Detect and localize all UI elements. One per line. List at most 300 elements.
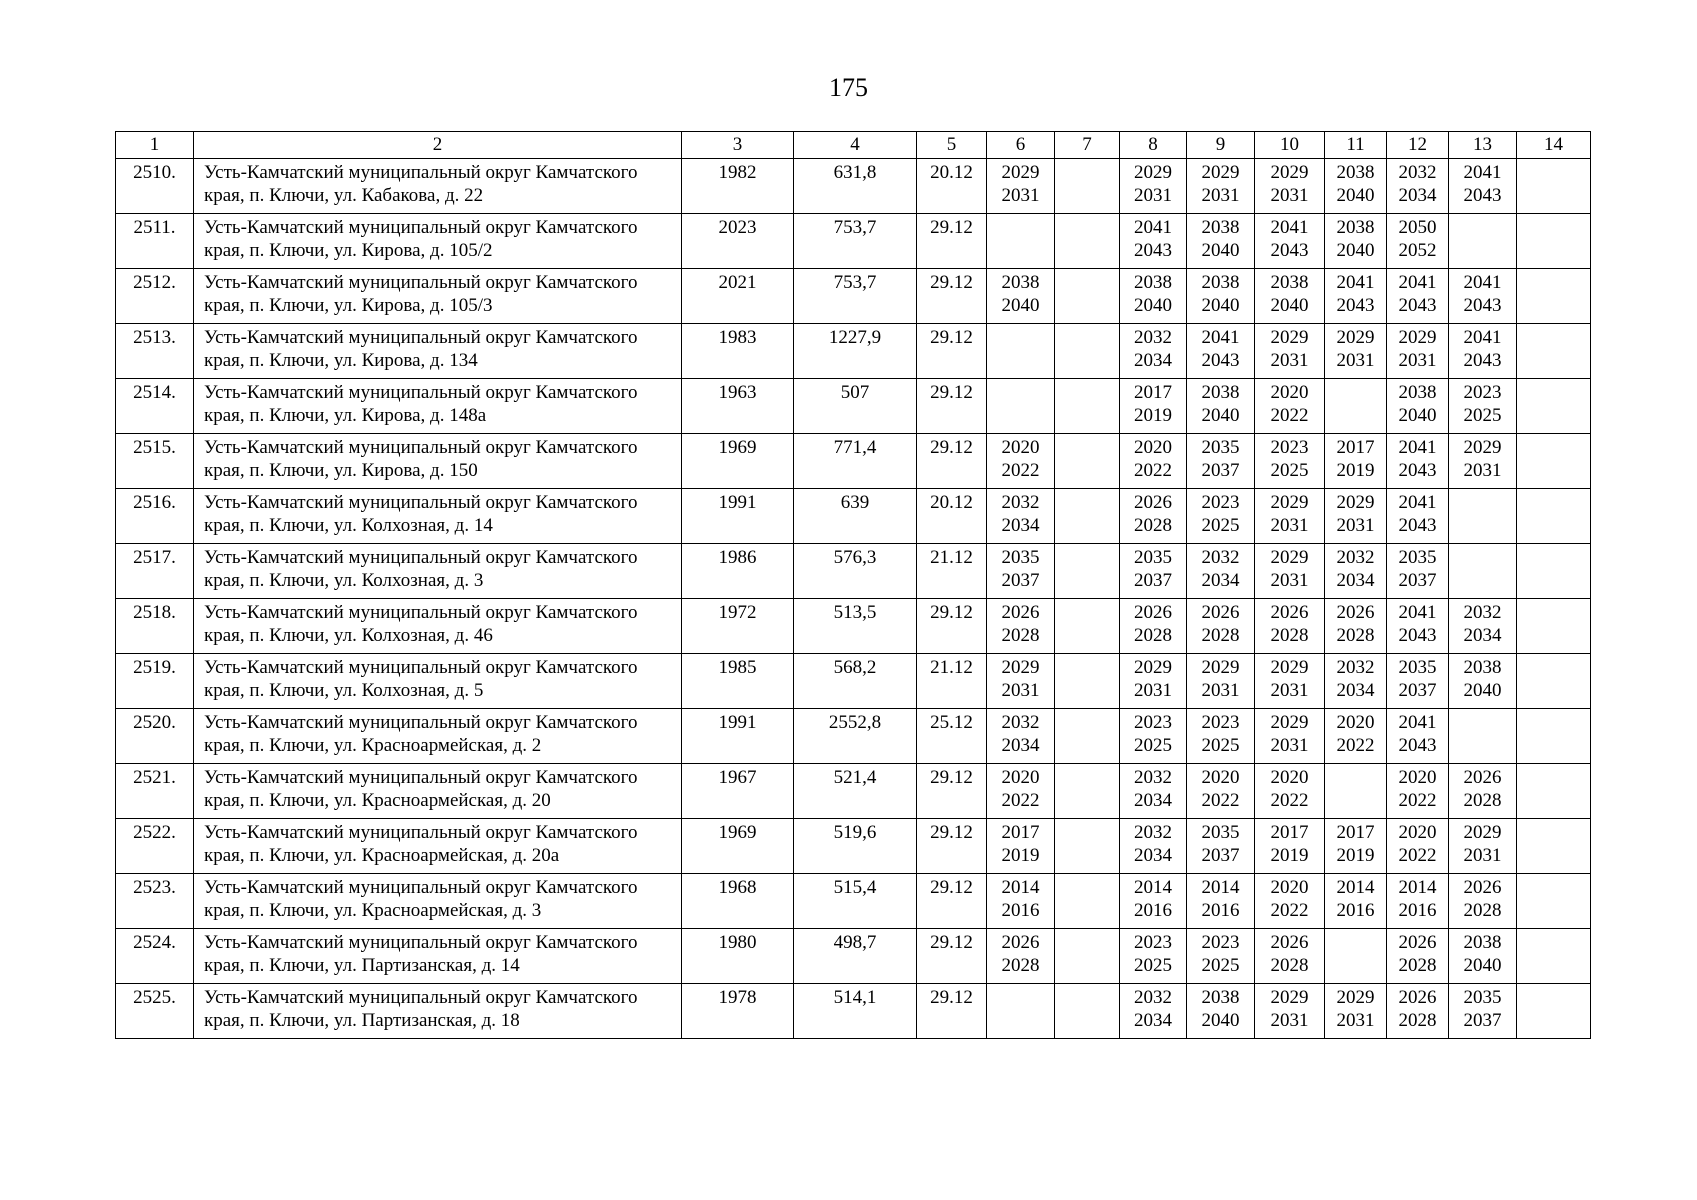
- period-cell-c12-line: 2016: [1398, 900, 1437, 921]
- period-cell-c12: [1387, 709, 1449, 764]
- period-cell-c12-line: 2029: [1398, 327, 1437, 348]
- area-cell: [794, 214, 917, 269]
- table-row: [116, 269, 1591, 324]
- period-cell-c8-line: 2026: [1134, 492, 1172, 513]
- period-cell-c10: [1255, 874, 1325, 929]
- address-cell: [194, 324, 682, 379]
- address-cell-line: края, п. Ключи, ул. Партизанская, д. 14: [204, 955, 520, 976]
- period-cell-c8-line: 2032: [1134, 767, 1172, 788]
- period-cell-c8: [1120, 214, 1187, 269]
- period-cell-c11: [1325, 434, 1387, 489]
- period-cell-c7: [1055, 874, 1120, 929]
- area-cell: [794, 764, 917, 819]
- table-row: [116, 434, 1591, 489]
- address-cell: [194, 819, 682, 874]
- period-cell-c8-line: 2031: [1134, 680, 1172, 701]
- period-cell-c14: [1517, 819, 1591, 874]
- period-cell-c6-line: 2022: [1001, 790, 1040, 811]
- period-cell-c10-line: 2023: [1270, 437, 1309, 458]
- row-number-cell: [116, 764, 194, 819]
- period-cell-c14: [1517, 489, 1591, 544]
- address-cell-line: Усть-Камчатский муниципальный округ Камчатского: [204, 712, 638, 733]
- column-header: 14: [1517, 132, 1591, 159]
- period-cell-c11: [1325, 764, 1387, 819]
- period-cell-c10: [1255, 764, 1325, 819]
- period-cell-c13: [1449, 599, 1517, 654]
- period-cell-c10-line: 2029: [1270, 547, 1309, 568]
- period-cell-c12-line: 2043: [1398, 295, 1437, 316]
- period-cell-c8-line: 2020: [1134, 437, 1172, 458]
- period-cell-c10-line: 2025: [1270, 460, 1309, 481]
- period-cell-c11-line: 2029: [1336, 492, 1375, 513]
- date-cell: [917, 269, 987, 324]
- period-cell-c12-line: 2028: [1398, 1010, 1437, 1031]
- period-cell-c14: [1517, 929, 1591, 984]
- period-cell-c11: [1325, 159, 1387, 214]
- table-row: [116, 544, 1591, 599]
- period-cell-c12-line: 2020: [1398, 822, 1437, 843]
- address-cell-line: Усть-Камчатский муниципальный округ Камчатского: [204, 492, 638, 513]
- period-cell-c10: [1255, 269, 1325, 324]
- area-cell-line: 753,7: [833, 217, 877, 238]
- period-cell-c14: [1517, 874, 1591, 929]
- period-cell-c12-line: 2041: [1398, 492, 1437, 513]
- address-cell-line: Усть-Камчатский муниципальный округ Камчатского: [204, 547, 638, 568]
- address-cell: [194, 654, 682, 709]
- period-cell-c9-line: 2041: [1201, 327, 1240, 348]
- period-cell-c12-line: 2041: [1398, 712, 1437, 733]
- year-built-cell: [682, 709, 794, 764]
- address-cell-line: Усть-Камчатский муниципальный округ Камчатского: [204, 767, 638, 788]
- period-cell-c6: [987, 434, 1055, 489]
- period-cell-c12: [1387, 764, 1449, 819]
- period-cell-c11-line: 2019: [1336, 460, 1375, 481]
- period-cell-c12: [1387, 324, 1449, 379]
- period-cell-c12-line: 2014: [1398, 877, 1437, 898]
- period-cell-c9-line: 2032: [1201, 547, 1240, 568]
- year-built-cell-line: 1991: [718, 712, 757, 733]
- period-cell-c9-line: 2040: [1201, 405, 1240, 426]
- period-cell-c7: [1055, 764, 1120, 819]
- area-cell-line: 507: [840, 382, 870, 403]
- period-cell-c12: [1387, 159, 1449, 214]
- period-cell-c6-line: 2026: [1001, 602, 1040, 623]
- period-cell-c10: [1255, 379, 1325, 434]
- date-cell-line: 20.12: [930, 492, 973, 513]
- period-cell-c12: [1387, 599, 1449, 654]
- row-number-cell: [116, 379, 194, 434]
- period-cell-c11-line: 2040: [1336, 185, 1375, 206]
- period-cell-c12: [1387, 929, 1449, 984]
- period-cell-c11-line: 2040: [1336, 240, 1375, 261]
- period-cell-c9-line: 2040: [1201, 240, 1240, 261]
- period-cell-c7: [1055, 709, 1120, 764]
- address-cell-line: Усть-Камчатский муниципальный округ Камчатского: [204, 272, 638, 293]
- row-number-cell: [116, 544, 194, 599]
- area-cell: [794, 654, 917, 709]
- row-number-cell-line: 2522.: [133, 822, 176, 843]
- period-cell-c8: [1120, 434, 1187, 489]
- address-cell-line: края, п. Ключи, ул. Красноармейская, д. 3: [204, 900, 542, 921]
- period-cell-c12-line: 2043: [1398, 625, 1437, 646]
- period-cell-c12-line: 2020: [1398, 767, 1437, 788]
- period-cell-c9-line: 2037: [1201, 460, 1240, 481]
- period-cell-c14: [1517, 434, 1591, 489]
- period-cell-c8-line: 2026: [1134, 602, 1172, 623]
- period-cell-c10-line: 2040: [1270, 295, 1309, 316]
- period-cell-c12: [1387, 544, 1449, 599]
- period-cell-c13-line: 2041: [1463, 327, 1502, 348]
- period-cell-c9-line: 2043: [1201, 350, 1240, 371]
- period-cell-c8-line: 2029: [1134, 657, 1172, 678]
- date-cell: [917, 599, 987, 654]
- period-cell-c12-line: 2028: [1398, 955, 1437, 976]
- period-cell-c6-line: 2029: [1001, 657, 1040, 678]
- date-cell-line: 21.12: [930, 657, 973, 678]
- year-built-cell: [682, 379, 794, 434]
- period-cell-c11-line: 2034: [1336, 570, 1375, 591]
- period-cell-c13: [1449, 489, 1517, 544]
- year-built-cell-line: 1985: [718, 657, 757, 678]
- row-number-cell-line: 2510.: [133, 162, 176, 183]
- area-cell: [794, 489, 917, 544]
- period-cell-c10-line: 2031: [1270, 570, 1309, 591]
- period-cell-c11: [1325, 984, 1387, 1039]
- period-cell-c7: [1055, 599, 1120, 654]
- period-cell-c9-line: 2022: [1201, 790, 1240, 811]
- period-cell-c11-line: 2032: [1336, 547, 1375, 568]
- period-cell-c9-line: 2020: [1201, 767, 1240, 788]
- period-cell-c10: [1255, 434, 1325, 489]
- period-cell-c12-line: 2043: [1398, 735, 1437, 756]
- period-cell-c8-line: 2028: [1134, 515, 1172, 536]
- period-cell-c11-line: 2014: [1336, 877, 1375, 898]
- period-cell-c12: [1387, 489, 1449, 544]
- address-cell-line: края, п. Ключи, ул. Кирова, д. 134: [204, 350, 478, 371]
- period-cell-c9: [1187, 764, 1255, 819]
- row-number-cell: [116, 929, 194, 984]
- period-cell-c10-line: 2029: [1270, 987, 1309, 1008]
- period-cell-c7: [1055, 984, 1120, 1039]
- period-cell-c6: [987, 654, 1055, 709]
- period-cell-c13: [1449, 379, 1517, 434]
- period-cell-c9: [1187, 159, 1255, 214]
- period-cell-c10-line: 2026: [1270, 602, 1309, 623]
- period-cell-c14: [1517, 984, 1591, 1039]
- period-cell-c13: [1449, 764, 1517, 819]
- period-cell-c13-line: 2038: [1463, 932, 1502, 953]
- period-cell-c6-line: 2017: [1001, 822, 1040, 843]
- year-built-cell: [682, 324, 794, 379]
- address-cell: [194, 709, 682, 764]
- period-cell-c12: [1387, 214, 1449, 269]
- period-cell-c12: [1387, 379, 1449, 434]
- period-cell-c11: [1325, 269, 1387, 324]
- period-cell-c6: [987, 159, 1055, 214]
- period-cell-c12-line: 2041: [1398, 602, 1437, 623]
- column-header: 10: [1255, 132, 1325, 159]
- date-cell-line: 29.12: [930, 217, 973, 238]
- row-number-cell: [116, 599, 194, 654]
- period-cell-c8: [1120, 379, 1187, 434]
- period-cell-c10-line: 2020: [1270, 767, 1309, 788]
- table-row: [116, 379, 1591, 434]
- period-cell-c6-line: 2019: [1001, 845, 1040, 866]
- period-cell-c13-line: 2041: [1463, 272, 1502, 293]
- period-cell-c10-line: 2038: [1270, 272, 1309, 293]
- period-cell-c6-line: 2026: [1001, 932, 1040, 953]
- period-cell-c9: [1187, 874, 1255, 929]
- period-cell-c11-line: 2026: [1336, 602, 1375, 623]
- period-cell-c10-line: 2017: [1270, 822, 1309, 843]
- column-header: 5: [917, 132, 987, 159]
- period-cell-c10: [1255, 654, 1325, 709]
- period-cell-c9-line: 2038: [1201, 272, 1240, 293]
- year-built-cell-line: 1982: [718, 162, 757, 183]
- row-number-cell-line: 2521.: [133, 767, 176, 788]
- period-cell-c9: [1187, 709, 1255, 764]
- date-cell: [917, 434, 987, 489]
- period-cell-c9-line: 2034: [1201, 570, 1240, 591]
- period-cell-c7: [1055, 489, 1120, 544]
- period-cell-c12-line: 2022: [1398, 790, 1437, 811]
- year-built-cell-line: 2023: [718, 217, 757, 238]
- period-cell-c9-line: 2037: [1201, 845, 1240, 866]
- date-cell: [917, 544, 987, 599]
- table-row: [116, 874, 1591, 929]
- period-cell-c13: [1449, 214, 1517, 269]
- period-cell-c12-line: 2037: [1398, 570, 1437, 591]
- address-cell: [194, 874, 682, 929]
- period-cell-c9-line: 2035: [1201, 822, 1240, 843]
- year-built-cell-line: 1978: [718, 987, 757, 1008]
- column-header: 1: [116, 132, 194, 159]
- period-cell-c11-line: 2038: [1336, 162, 1375, 183]
- period-cell-c13: [1449, 269, 1517, 324]
- period-cell-c6-line: 2034: [1001, 515, 1040, 536]
- period-cell-c12-line: 2040: [1398, 405, 1437, 426]
- date-cell-line: 29.12: [930, 767, 973, 788]
- period-cell-c10-line: 2043: [1270, 240, 1309, 261]
- period-cell-c9-line: 2038: [1201, 382, 1240, 403]
- date-cell-line: 29.12: [930, 602, 973, 623]
- date-cell: [917, 324, 987, 379]
- period-cell-c13-line: 2035: [1463, 987, 1502, 1008]
- area-cell-line: 2552,8: [828, 712, 882, 733]
- year-built-cell-line: 1969: [718, 437, 757, 458]
- registry-table: [115, 131, 1591, 1039]
- period-cell-c6-line: 2032: [1001, 712, 1040, 733]
- period-cell-c14: [1517, 764, 1591, 819]
- year-built-cell-line: 1986: [718, 547, 757, 568]
- period-cell-c10-line: 2031: [1270, 680, 1309, 701]
- period-cell-c13-line: 2040: [1463, 680, 1502, 701]
- period-cell-c10-line: 2031: [1270, 350, 1309, 371]
- year-built-cell-line: 1967: [718, 767, 757, 788]
- period-cell-c11-line: 2038: [1336, 217, 1375, 238]
- period-cell-c11-line: 2017: [1336, 822, 1375, 843]
- period-cell-c12-line: 2050: [1398, 217, 1437, 238]
- row-number-cell: [116, 709, 194, 764]
- period-cell-c9: [1187, 929, 1255, 984]
- period-cell-c10-line: 2031: [1270, 185, 1309, 206]
- period-cell-c11: [1325, 874, 1387, 929]
- period-cell-c8-line: 2023: [1134, 712, 1172, 733]
- period-cell-c9-line: 2025: [1201, 515, 1240, 536]
- period-cell-c10: [1255, 489, 1325, 544]
- address-cell: [194, 489, 682, 544]
- row-number-cell: [116, 159, 194, 214]
- period-cell-c8-line: 2019: [1134, 405, 1172, 426]
- period-cell-c13-line: 2043: [1463, 185, 1502, 206]
- period-cell-c12-line: 2041: [1398, 272, 1437, 293]
- period-cell-c9: [1187, 819, 1255, 874]
- address-cell-line: края, п. Ключи, ул. Партизанская, д. 18: [204, 1010, 520, 1031]
- table-row: [116, 984, 1591, 1039]
- address-cell-line: Усть-Камчатский муниципальный округ Камчатского: [204, 822, 638, 843]
- period-cell-c12: [1387, 984, 1449, 1039]
- period-cell-c8-line: 2034: [1134, 790, 1172, 811]
- period-cell-c6-line: 2037: [1001, 570, 1040, 591]
- date-cell-line: 29.12: [930, 272, 973, 293]
- period-cell-c11-line: 2028: [1336, 625, 1375, 646]
- year-built-cell-line: 1983: [718, 327, 757, 348]
- area-cell: [794, 874, 917, 929]
- period-cell-c6: [987, 324, 1055, 379]
- period-cell-c6-line: 2020: [1001, 437, 1040, 458]
- address-cell-line: Усть-Камчатский муниципальный округ Камчатского: [204, 932, 638, 953]
- year-built-cell-line: 1972: [718, 602, 757, 623]
- year-built-cell: [682, 654, 794, 709]
- period-cell-c13: [1449, 324, 1517, 379]
- date-cell: [917, 489, 987, 544]
- period-cell-c13: [1449, 434, 1517, 489]
- address-cell-line: края, п. Ключи, ул. Красноармейская, д. 20а: [204, 845, 560, 866]
- period-cell-c14: [1517, 159, 1591, 214]
- table-row: [116, 929, 1591, 984]
- address-cell-line: Усть-Камчатский муниципальный округ Камчатского: [204, 382, 638, 403]
- date-cell-line: 29.12: [930, 987, 973, 1008]
- period-cell-c9-line: 2038: [1201, 217, 1240, 238]
- period-cell-c13-line: 2043: [1463, 295, 1502, 316]
- period-cell-c8: [1120, 819, 1187, 874]
- date-cell: [917, 764, 987, 819]
- area-cell: [794, 984, 917, 1039]
- column-header: 3: [682, 132, 794, 159]
- period-cell-c12-line: 2041: [1398, 437, 1437, 458]
- period-cell-c7: [1055, 929, 1120, 984]
- date-cell-line: 29.12: [930, 822, 973, 843]
- period-cell-c11-line: 2034: [1336, 680, 1375, 701]
- period-cell-c13-line: 2037: [1463, 1010, 1502, 1031]
- date-cell: [917, 929, 987, 984]
- date-cell: [917, 214, 987, 269]
- row-number-cell: [116, 489, 194, 544]
- period-cell-c11: [1325, 489, 1387, 544]
- row-number-cell-line: 2511.: [133, 217, 176, 238]
- address-cell-line: Усть-Камчатский муниципальный округ Камчатского: [204, 602, 638, 623]
- address-cell: [194, 929, 682, 984]
- area-cell-line: 568,2: [833, 657, 877, 678]
- period-cell-c13-line: 2026: [1463, 767, 1502, 788]
- period-cell-c12-line: 2037: [1398, 680, 1437, 701]
- address-cell: [194, 599, 682, 654]
- period-cell-c8-line: 2032: [1134, 987, 1172, 1008]
- period-cell-c10: [1255, 709, 1325, 764]
- period-cell-c9-line: 2031: [1201, 680, 1240, 701]
- period-cell-c9: [1187, 984, 1255, 1039]
- period-cell-c8-line: 2028: [1134, 625, 1172, 646]
- period-cell-c13: [1449, 929, 1517, 984]
- period-cell-c8: [1120, 764, 1187, 819]
- period-cell-c10-line: 2029: [1270, 327, 1309, 348]
- area-cell-line: 498,7: [833, 932, 877, 953]
- address-cell-line: края, п. Ключи, ул. Кабакова, д. 22: [204, 185, 484, 206]
- period-cell-c9: [1187, 654, 1255, 709]
- period-cell-c7: [1055, 159, 1120, 214]
- table-row: [116, 324, 1591, 379]
- column-header: 8: [1120, 132, 1187, 159]
- date-cell-line: 29.12: [930, 327, 973, 348]
- period-cell-c12: [1387, 434, 1449, 489]
- period-cell-c11: [1325, 214, 1387, 269]
- area-cell: [794, 269, 917, 324]
- period-cell-c8-line: 2022: [1134, 460, 1172, 481]
- period-cell-c8-line: 2014: [1134, 877, 1172, 898]
- table-body: [116, 159, 1591, 1039]
- period-cell-c13-line: 2034: [1463, 625, 1502, 646]
- year-built-cell-line: 2021: [718, 272, 757, 293]
- area-cell: [794, 929, 917, 984]
- period-cell-c13-line: 2038: [1463, 657, 1502, 678]
- period-cell-c8-line: 2037: [1134, 570, 1172, 591]
- column-header: 9: [1187, 132, 1255, 159]
- period-cell-c6-line: 2022: [1001, 460, 1040, 481]
- period-cell-c13: [1449, 874, 1517, 929]
- row-number-cell-line: 2518.: [133, 602, 176, 623]
- period-cell-c7: [1055, 324, 1120, 379]
- period-cell-c10: [1255, 984, 1325, 1039]
- period-cell-c9-line: 2025: [1201, 735, 1240, 756]
- row-number-cell-line: 2513.: [133, 327, 176, 348]
- period-cell-c8: [1120, 544, 1187, 599]
- row-number-cell: [116, 269, 194, 324]
- period-cell-c8-line: 2017: [1134, 382, 1172, 403]
- period-cell-c11: [1325, 819, 1387, 874]
- period-cell-c8: [1120, 489, 1187, 544]
- area-cell-line: 1227,9: [828, 327, 882, 348]
- column-header: 2: [194, 132, 682, 159]
- period-cell-c11-line: 2041: [1336, 272, 1375, 293]
- period-cell-c11: [1325, 654, 1387, 709]
- address-cell-line: Усть-Камчатский муниципальный округ Камчатского: [204, 217, 638, 238]
- area-cell: [794, 544, 917, 599]
- period-cell-c9-line: 2035: [1201, 437, 1240, 458]
- period-cell-c13-line: 2026: [1463, 877, 1502, 898]
- area-cell: [794, 599, 917, 654]
- period-cell-c9: [1187, 269, 1255, 324]
- address-cell-line: края, п. Ключи, ул. Колхозная, д. 14: [204, 515, 493, 536]
- period-cell-c11-line: 2031: [1336, 350, 1375, 371]
- address-cell: [194, 764, 682, 819]
- area-cell: [794, 324, 917, 379]
- address-cell-line: Усть-Камчатский муниципальный округ Камчатского: [204, 162, 638, 183]
- address-cell: [194, 984, 682, 1039]
- row-number-cell-line: 2520.: [133, 712, 176, 733]
- period-cell-c8: [1120, 324, 1187, 379]
- period-cell-c6: [987, 599, 1055, 654]
- period-cell-c9: [1187, 324, 1255, 379]
